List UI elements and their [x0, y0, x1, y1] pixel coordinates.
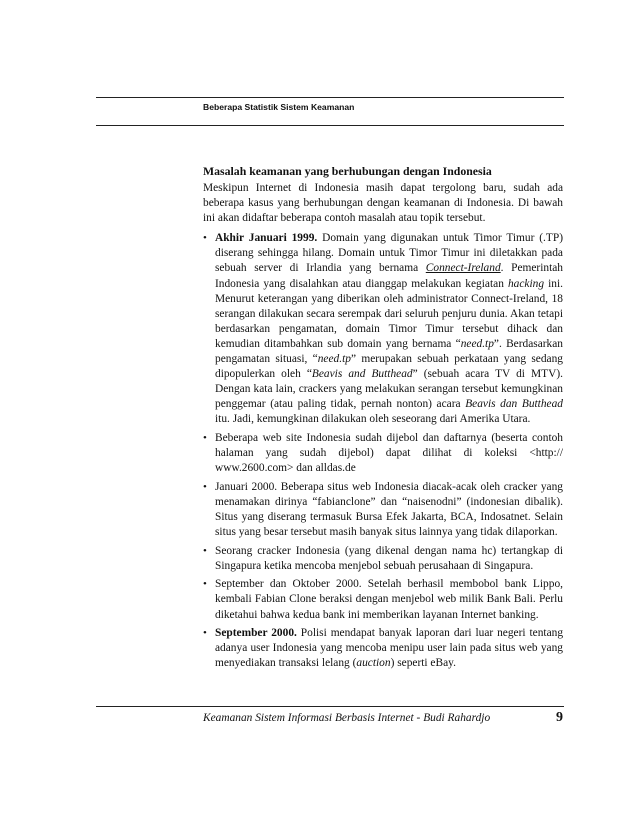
- list-item: [203, 577, 563, 622]
- item-text: September dan Oktober 2000. Setelah berhasil membobol bank Lippo, kembali Fabian Clone beraksi dengan menjebol web milik Bank Bali. Perlu diketahui bahwa kedua bank ini memberikan layanan Internet banking.: [215, 578, 563, 621]
- footer-rule: [96, 706, 564, 707]
- list-item: [203, 544, 563, 574]
- item-emphasis: hacking: [507, 277, 545, 290]
- bullet-icon: •: [203, 432, 207, 444]
- bullet-icon: •: [203, 578, 207, 591]
- item-text: ini. Menurut keterangan yang diberikan oleh administrator Connect-Ireland, 18 serangan dilakukan secara serempak dari seluruh penjuru dunia. Akan tetapi berdasarkan pengamatan, domain Timor Timur tersebut dihack dan kemudian ditambahkan sub domain yang bernama “: [215, 277, 563, 350]
- item-text: Domain yang digunakan untuk Timor Timur (.TP) diserang sehingga hilang. Domain untuk Timor Timur ini diletakkan pada sebuah server di Irlandia yang bernama: [215, 232, 563, 275]
- list-item: [203, 231, 563, 427]
- item-text: ” (sebuah acara TV di MTV). Dengan kata lain, crackers yang melakukan serangan tersebut kemungkinan penggemar (atau paling tidak, pernah nonton) acara: [215, 368, 563, 411]
- item-text: Beberapa web site Indonesia sudah dijebol dan daftarnya (beserta contoh halaman yang sudah dijebol) dapat dilihat di koleksi <http:// www.2600.com> dan alldas.de: [215, 432, 563, 475]
- list-item: [203, 480, 563, 540]
- bullet-icon: •: [203, 627, 207, 640]
- list-item: [203, 431, 563, 476]
- incident-list: [203, 231, 563, 671]
- bullet-icon: •: [203, 544, 207, 557]
- item-emphasis: Beavis dan Butthead: [465, 398, 563, 411]
- item-lead: Akhir Januari 1999.: [215, 232, 318, 245]
- item-emphasis: need.tp: [317, 353, 351, 366]
- item-text: ) seperti eBay.: [390, 657, 456, 670]
- intro-paragraph: Meskipun Internet di Indonesia masih dapat tergolong baru, sudah ada beberapa kasus yang berhubungan dengan keamanan di Indonesia. Di bawah ini akan didaftar beberapa contoh masalah atau topik tersebut.: [203, 182, 563, 225]
- item-emphasis: need.tp: [460, 337, 494, 350]
- bullet-icon: •: [203, 232, 207, 245]
- item-text: . Pemerintah Indonesia yang disalahkan atau dianggap melakukan kegiatan: [215, 262, 563, 290]
- header-top-rule: [96, 97, 564, 98]
- footer-title: Keamanan Sistem Informasi Berbasis Internet - Budi Rahardjo: [203, 712, 491, 724]
- bullet-icon: •: [203, 480, 207, 493]
- item-text: Polisi mendapat banyak laporan dari luar negeri tentang adanya user Indonesia yang mencoba menipu user lain pada situs web yang menyediakan transaksi lelang (: [215, 627, 564, 670]
- running-header: Beberapa Statistik Sistem Keamanan: [203, 102, 355, 112]
- connect-ireland-link[interactable]: Connect-Ireland: [425, 262, 501, 275]
- item-text: ” merupakan sebuah perkataan yang sedang dipopulerkan oleh “: [215, 353, 563, 381]
- item-text: ”. Berdasarkan pengamatan situasi, “: [215, 337, 563, 366]
- page-number: 9: [556, 710, 563, 725]
- item-lead: September 2000.: [215, 627, 297, 640]
- item-text: Januari 2000. Beberapa situs web Indonesia diacak-acak oleh cracker yang menamakan dirinya “fabianclone” dan “naisenodni” (indonesian dibalik). Situs yang diserang termasuk Bursa Efek Jakarta, BCA, Indosatnet. Selain situs yang besar tersebut masih banyak situs lainnya yang tidak dilaporkan.: [215, 480, 563, 539]
- list-item: [203, 626, 563, 671]
- item-emphasis: Beavis and Butthead: [311, 368, 413, 381]
- item-text: Seorang cracker Indonesia (yang dikenal dengan nama hc) tertangkap di Singapura ketika mencoba menjebol sebuah perusahaan di Singapura.: [215, 544, 563, 572]
- item-emphasis: auction: [356, 657, 391, 670]
- page-content: [203, 164, 563, 675]
- item-text: itu. Jadi, kemungkinan dilakukan oleh seseorang dari Amerika Utara.: [215, 413, 531, 426]
- header-bottom-rule: [96, 125, 564, 126]
- section-heading: Masalah keamanan yang berhubungan dengan Indonesia: [203, 164, 492, 178]
